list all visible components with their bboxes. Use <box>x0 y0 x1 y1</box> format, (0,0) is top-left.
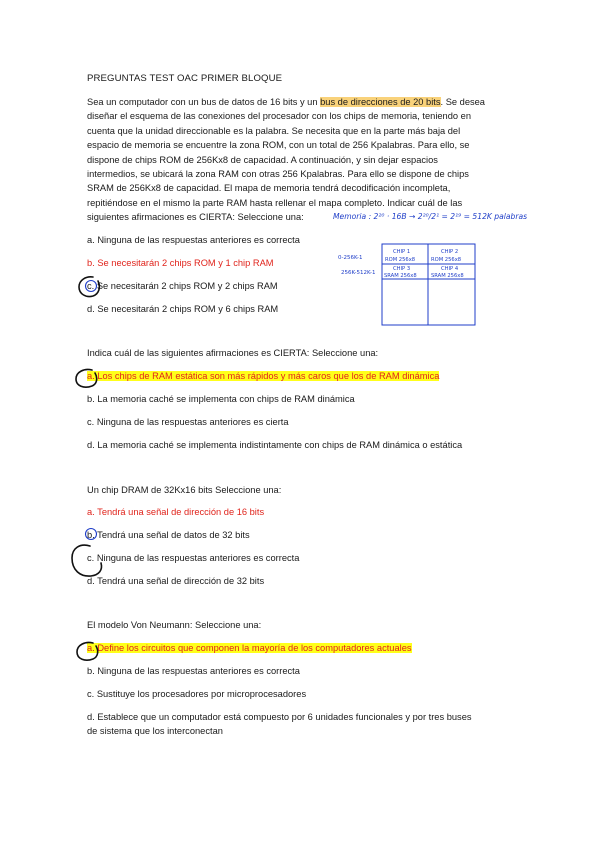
answer-circle-q2 <box>76 369 97 387</box>
chip-4-label: CHIP 4 <box>441 266 459 272</box>
question-1-line-1-end: . Se desea <box>440 97 485 107</box>
answer-circle-q3 <box>72 545 102 576</box>
q2-option-b[interactable]: b. La memoria caché se implementa con chips de RAM dinámica <box>87 394 355 404</box>
q3-option-c[interactable]: c. Ninguna de las respuestas anteriores es correcta <box>87 553 300 563</box>
row-range-1: 0-256K-1 <box>338 255 363 261</box>
document-title: PREGUNTAS TEST OAC PRIMER BLOQUE <box>87 73 283 84</box>
q2-option-a-text: a. Los chips de RAM estática son más rápidos y más caros que los de RAM dinámica <box>87 371 440 381</box>
question-2-stem: Indica cuál de las siguientes afirmaciones es CIERTA: Seleccione una: <box>87 348 379 358</box>
q4-option-a-text: a. Define los circuitos que componen la mayoría de los computadores actuales <box>87 643 412 653</box>
question-1-line: espacio de memoria se encuentre la zona ROM, con un total de 256 Kpalabras. Para ello, se <box>87 140 470 151</box>
answer-circle-q1-blue <box>86 281 97 292</box>
q4-option-c[interactable]: c. Sustituye los procesadores por microprocesadores <box>87 689 307 699</box>
question-1-line: dispone de chips ROM de 256Kx8 de capacidad. A continuación, y sin dejar espacios <box>87 154 438 165</box>
q2-option-d[interactable]: d. La memoria caché se implementa indistintamente con chips de RAM dinámica o estática <box>87 440 463 450</box>
question-3-stem: Un chip DRAM de 32Kx16 bits Seleccione una: <box>87 485 282 495</box>
highlighted-bus-direcciones: bus de direcciones de 20 bits <box>320 97 441 107</box>
memory-note: Memoria : 2²⁰ · 16B → 2²⁰/2¹ = 2¹⁹ = 512K palabras <box>333 212 528 221</box>
chip-3-type: SRAM 256x8 <box>384 273 417 279</box>
q3-option-a[interactable]: a. Tendrá una señal de dirección de 16 bits <box>87 507 265 517</box>
question-1-line-1-start: Sea un computador con un bus de datos de 16 bits y un <box>87 97 321 107</box>
question-1-line: repitiéndose en el mismo la parte RAM hasta rellenar el mapa completo. Indicar cuál de las <box>87 197 463 208</box>
q3-option-b[interactable]: b. Tendrá una señal de datos de 32 bits <box>87 530 250 540</box>
question-1-line: SRAM de 256Kx8 de capacidad. El mapa de memoria tendrá decodificación incompleta, <box>87 183 451 194</box>
q1-option-b[interactable]: b. Se necesitarán 2 chips ROM y 1 chip RAM <box>87 258 274 268</box>
q4-option-b[interactable]: b. Ninguna de las respuestas anteriores es correcta <box>87 666 300 676</box>
question-4-stem: El modelo Von Neumann: Seleccione una: <box>87 620 262 630</box>
answer-circle-q3-blue <box>86 529 97 540</box>
question-1-line: intermedios, se ubicará la zona RAM con otras 256 Kpalabras. Para ello se dispone de chips <box>87 169 469 180</box>
chip-1-label: CHIP 1 <box>393 249 411 255</box>
row-range-2: 256K-512K-1 <box>341 270 376 276</box>
q1-option-d[interactable]: d. Se necesitarán 2 chips ROM y 6 chips RAM <box>87 304 279 314</box>
q4-option-d-continued: de sistema que los interconectan <box>87 726 223 736</box>
q2-option-c[interactable]: c. Ninguna de las respuestas anteriores es cierta <box>87 417 289 427</box>
q3-option-d[interactable]: d. Tendrá una señal de dirección de 32 bits <box>87 576 265 586</box>
question-1-line: diseñar el esquema de las conexiones del procesador con los chips de memoria, teniendo en <box>87 111 471 122</box>
q1-option-c[interactable]: c. Se necesitarán 2 chips ROM y 2 chips RAM <box>87 281 278 291</box>
chip-2-label: CHIP 2 <box>441 249 459 255</box>
question-1-line: siguientes afirmaciones es CIERTA: Seleccione una: <box>87 212 304 223</box>
chip-2-type: ROM 256x8 <box>431 257 462 263</box>
chip-1-type: ROM 256x8 <box>385 257 416 263</box>
q4-option-d[interactable]: d. Establece que un computador está compuesto por 6 unidades funcionales y por tres buses <box>87 712 472 722</box>
question-1-line: cuenta que la unidad direccionable es la palabra. Se necesita que en la parte más baja del <box>87 125 461 136</box>
chip-3-label: CHIP 3 <box>393 266 411 272</box>
q1-option-a[interactable]: a. Ninguna de las respuestas anteriores es correcta <box>87 235 300 245</box>
answer-circle-q4 <box>77 642 98 660</box>
chip-4-type: SRAM 256x8 <box>431 273 464 279</box>
